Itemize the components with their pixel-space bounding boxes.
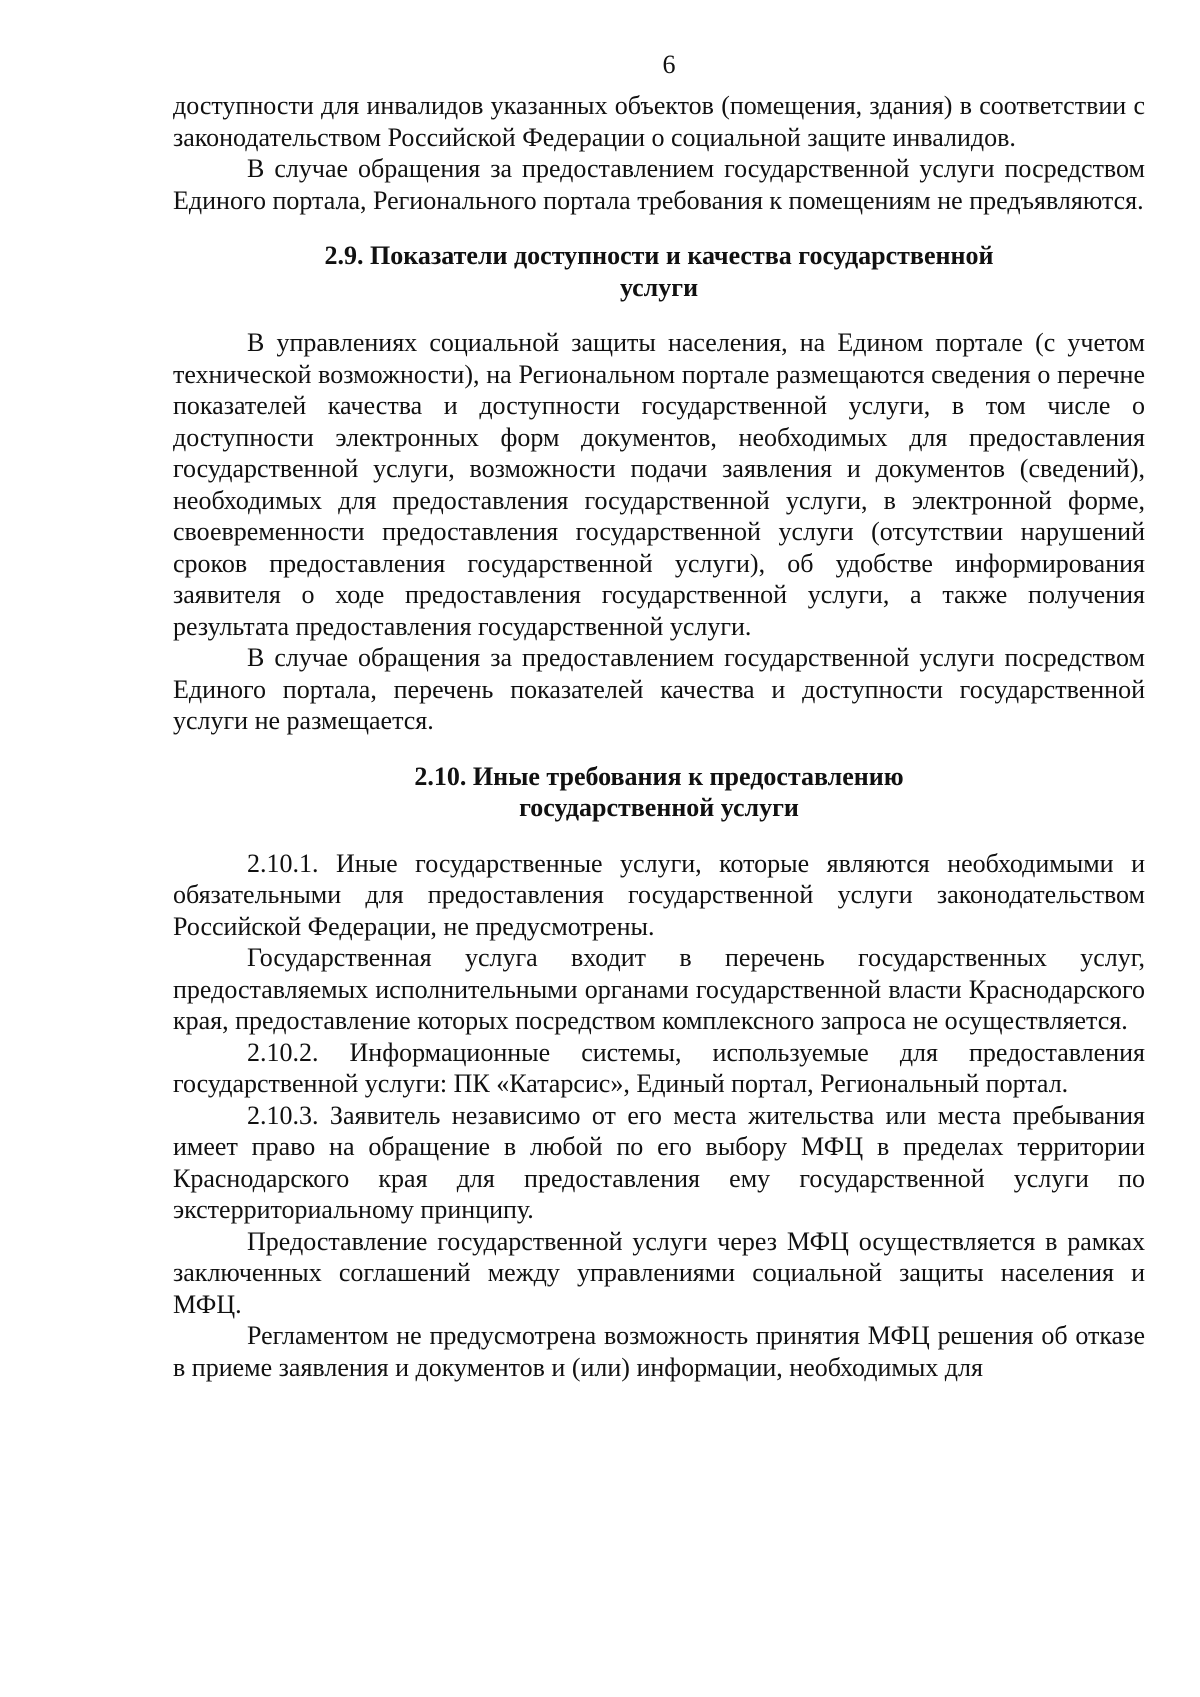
paragraph: Государственная услуга входит в перечень государственных услуг, предоставляемых исполнительными органами государственной власти Краснодарского края, предоставление которых посредством комплексного запроса не осуществляется. (173, 943, 1145, 1035)
section-heading-line: услуги (619, 272, 699, 302)
paragraph: 2.10.2. Информационные системы, используемые для предоставления государственной услуги: ПК «Катарсис», Единый портал, Региональный портал. (173, 1037, 1145, 1098)
paragraph: 2.10.3. Заявитель независимо от его места жительства или места пребывания имеет право на обращение в любой по его выбору МФЦ в пределах территории Краснодарского края для предоставления ему государственной услуги по экстерриториальному принципу. (173, 1100, 1145, 1224)
paragraph: В случае обращения за предоставлением государственной услуги посредством Единого портала, Регионального портала требования к помещениям не предъявляются. (173, 154, 1145, 215)
paragraph: В управлениях социальной защиты населения, на Едином портале (с учетом технической возможности), на Региональном портале размещаются сведения о перечне показателей качества и доступности государственной услуги, в том числе о доступности электронных форм документов, необходимых для предоставления государственной услуги, возможности подачи заявления и документов (сведений), необходимых для предоставления государственной услуги, в электронной форме, своевременности предоставления государственной услуги (отсутствии нарушений сроков предоставления государственной услуги), об удобстве информирования заявителя о ходе предоставления государственной услуги, а также получения результата предоставления государственной услуги. (173, 328, 1145, 641)
paragraph: Регламентом не предусмотрена возможность принятия МФЦ решения об отказе в приеме заявления и документов и (или) информации, необходимых для (173, 1321, 1145, 1382)
section-heading-line: 2.10. Иные требования к предоставлению (414, 761, 904, 791)
section-heading-2-10 (173, 761, 1145, 824)
paragraph-continuation: доступности для инвалидов указанных объектов (помещения, здания) в соответствии с законодательством Российской Федерации о социальной защите инвалидов. (173, 91, 1145, 152)
page-number: 6 (662, 50, 676, 79)
paragraph: В случае обращения за предоставлением государственной услуги посредством Единого портала, перечень показателей качества и доступности государственной услуги не размещается. (173, 643, 1145, 735)
section-heading-line: 2.9. Показатели доступности и качества государственной (324, 241, 994, 270)
section-heading-line: государственной услуги (519, 793, 799, 822)
document-page (173, 48, 1145, 1383)
paragraph: 2.10.1. Иные государственные услуги, которые являются необходимыми и обязательными для предоставления государственной услуги законодательством Российской Федерации, не предусмотрены. (173, 848, 1145, 941)
paragraph: Предоставление государственной услуги через МФЦ осуществляется в рамках заключенных соглашений между управлениями социальной защиты населения и МФЦ. (173, 1226, 1145, 1319)
section-heading-2-9 (173, 240, 1145, 303)
